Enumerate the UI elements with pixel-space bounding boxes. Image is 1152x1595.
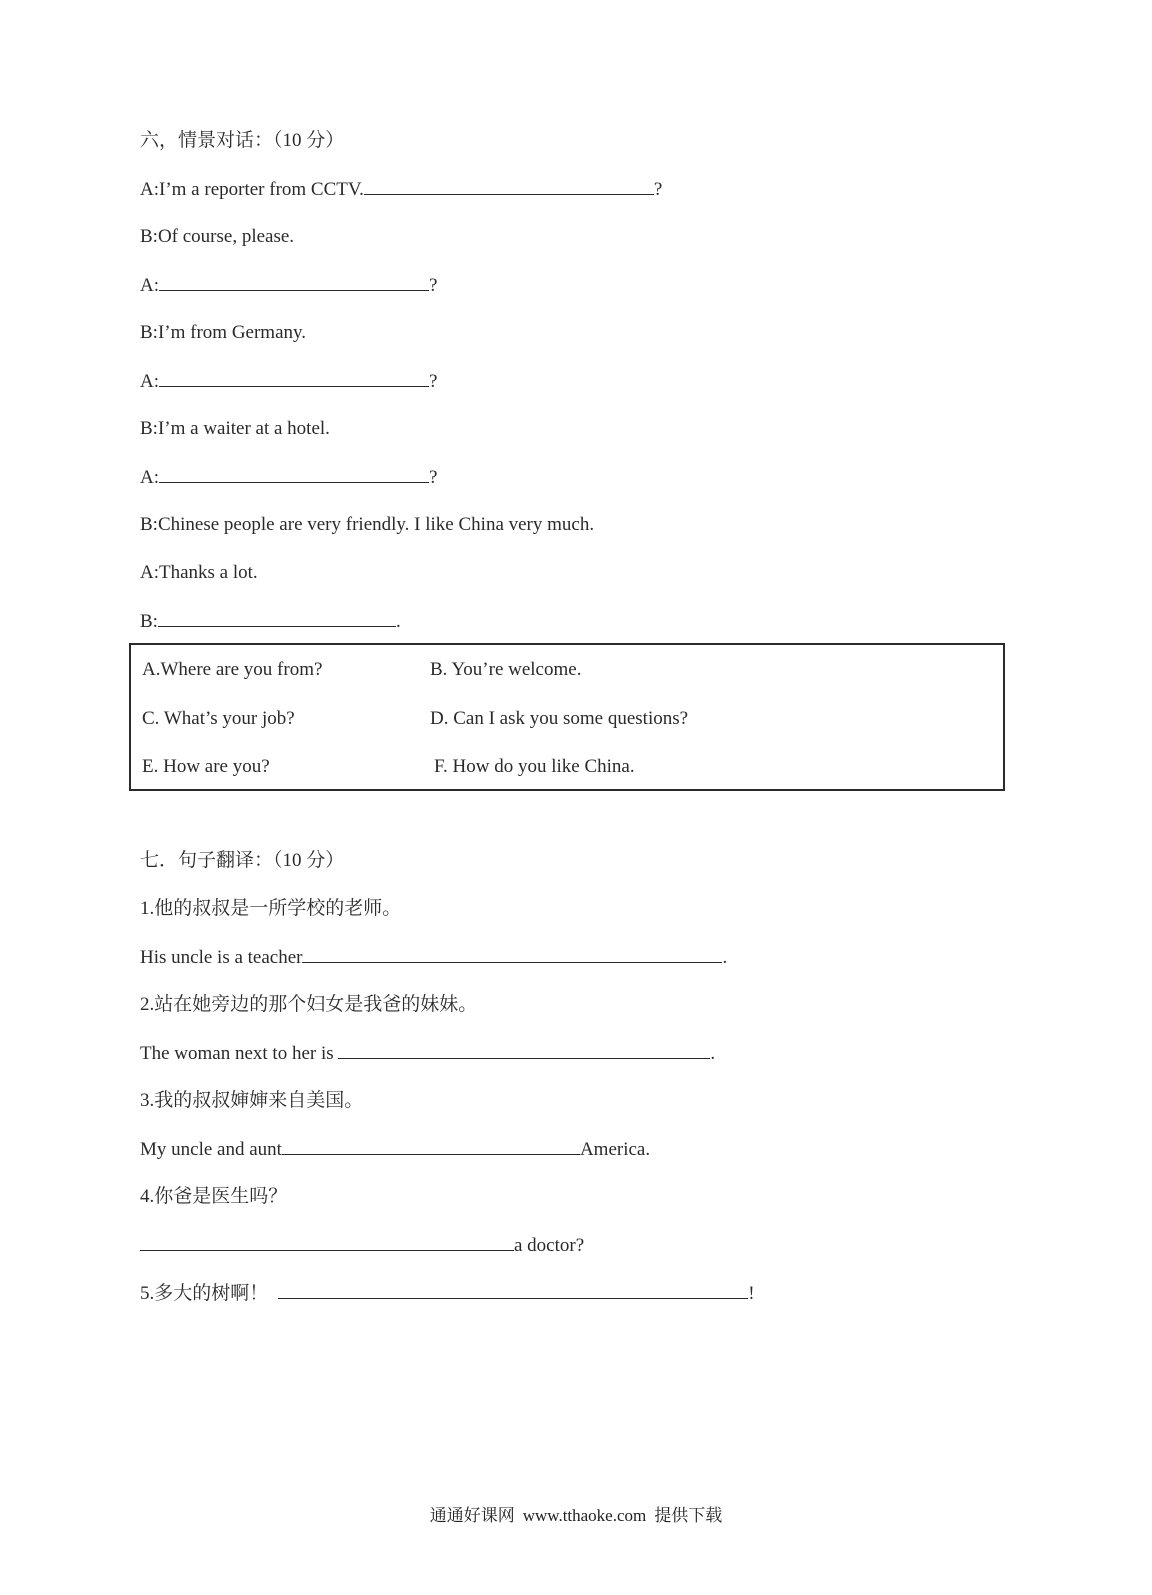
- answer-suffix: America.: [579, 1139, 651, 1160]
- translation-prompt-2: 2.站在她旁边的那个妇女是我爸的妹妹。: [140, 994, 478, 1015]
- translation-prompt-3: 3.我的叔叔婶婶来自美国。: [140, 1090, 364, 1111]
- footer-site-name: 通通好课网: [429, 1506, 515, 1526]
- options-box: [129, 643, 1005, 791]
- dialogue-text: A:I’m a reporter from CCTV.: [140, 179, 364, 200]
- translation-answer-3: [140, 1136, 650, 1163]
- option-b: B. You’re welcome.: [430, 659, 582, 680]
- dialogue-text: B:: [140, 611, 158, 632]
- translation-blank-2[interactable]: [338, 1040, 710, 1059]
- answer-prefix: The woman next to her is: [140, 1043, 339, 1064]
- answer-blank-3[interactable]: [159, 368, 429, 387]
- page-footer: [0, 1501, 1152, 1526]
- dialogue-line-8: B:Chinese people are very friendly. I like China very much.: [140, 514, 595, 535]
- dialogue-end: ?: [429, 371, 438, 392]
- translation-prompt-1: 1.他的叔叔是一所学校的老师。: [140, 898, 402, 919]
- translation-answer-1: [140, 944, 727, 971]
- answer-suffix: a doctor?: [514, 1235, 585, 1256]
- option-d: D. Can I ask you some questions?: [430, 708, 689, 729]
- translation-blank-3[interactable]: [282, 1136, 580, 1155]
- section-7-title: 七．句子翻译：（10 分）: [140, 850, 345, 871]
- answer-suffix: .: [722, 947, 728, 968]
- translation-prompt-5: 5.多大的树啊！: [140, 1283, 269, 1304]
- option-e: E. How are you?: [142, 756, 270, 777]
- dialogue-text: A:: [140, 371, 159, 392]
- answer-blank-5[interactable]: [158, 608, 396, 627]
- answer-blank-1[interactable]: [364, 176, 654, 195]
- option-c: C. What’s your job?: [142, 708, 295, 729]
- section-6-title: 六，情景对话：（10 分）: [140, 130, 345, 151]
- dialogue-line-1: [140, 176, 662, 203]
- dialogue-text: A:: [140, 275, 159, 296]
- footer-url[interactable]: www.tthaoke.com: [522, 1506, 647, 1525]
- translation-prompt-4: 4.你爸是医生吗？: [140, 1186, 288, 1207]
- translation-blank-5[interactable]: [278, 1280, 748, 1299]
- answer-prefix: My uncle and aunt: [140, 1139, 282, 1160]
- translation-answer-4: [140, 1232, 584, 1259]
- dialogue-line-4: B:I’m from Germany.: [140, 322, 307, 343]
- translation-item-5: [140, 1280, 755, 1307]
- dialogue-line-5: [140, 368, 437, 395]
- dialogue-line-2: B:Of course, please.: [140, 226, 295, 247]
- dialogue-line-10: [140, 608, 401, 635]
- answer-blank-4[interactable]: [159, 464, 429, 483]
- dialogue-end: ?: [429, 275, 438, 296]
- footer-note: 提供下载: [654, 1506, 723, 1526]
- dialogue-end: .: [395, 611, 401, 632]
- dialogue-end: ?: [653, 179, 663, 200]
- answer-blank-2[interactable]: [159, 272, 429, 291]
- dialogue-end: ?: [429, 467, 438, 488]
- answer-suffix: !: [748, 1283, 755, 1304]
- option-f: F. How do you like China.: [434, 756, 635, 777]
- dialogue-line-9: A:Thanks a lot.: [140, 562, 258, 583]
- answer-prefix: His uncle is a teacher: [140, 947, 303, 968]
- translation-blank-1[interactable]: [302, 944, 722, 963]
- answer-suffix: .: [710, 1043, 716, 1064]
- dialogue-line-3: [140, 272, 437, 299]
- translation-answer-2: [140, 1040, 715, 1067]
- dialogue-line-6: B:I’m a waiter at a hotel.: [140, 418, 330, 439]
- translation-blank-4[interactable]: [140, 1232, 514, 1251]
- option-a: A.Where are you from?: [142, 659, 323, 680]
- dialogue-line-7: [140, 464, 437, 491]
- dialogue-text: A:: [140, 467, 159, 488]
